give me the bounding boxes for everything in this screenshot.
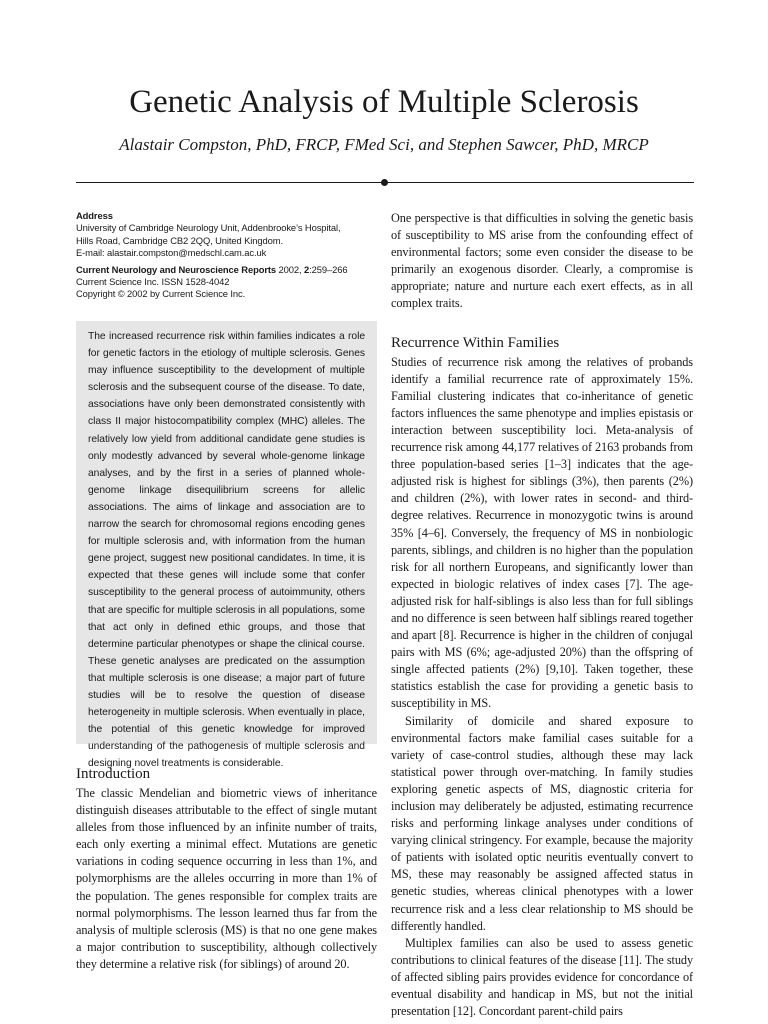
journal-pages: :259–266 <box>309 263 348 275</box>
journal-volume: 2 <box>304 263 310 275</box>
article-authors: Alastair Compston, PhD, FRCP, FMed Sci, and Stephen Sawcer, PhD, MRCP <box>119 135 649 154</box>
introduction-paragraph: The classic Mendelian and biometric views of inheritance distinguish diseases attributable to the effect of single mutant alleles from those influenced by an infinite number of traits, each only exerting a minimal effect. Mutations are genetic variations in coding sequence occurring in less than 1%, and polymorphisms are the alleles occurring in more than 1% of the population. The genes responsible for complex traits are normal polymorphisms. The lesson learned thus far from the analysis of multiple sclerosis (MS) is that no one gene makes a major contribution to susceptibility, although collectively they determine a relative risk (for siblings) of around 20. <box>76 786 377 971</box>
journal-citation <box>76 264 377 276</box>
copyright-info: Copyright © 2002 by Current Science Inc. <box>76 288 246 300</box>
introduction-heading: Introduction <box>76 766 151 782</box>
journal-year: 2002, <box>276 263 304 275</box>
left-column-meta <box>76 210 377 301</box>
address-line: University of Cambridge Neurology Unit, Addenbrooke’s Hospital, <box>76 222 341 234</box>
recurrence-paragraph-1: Studies of recurrence risk among the relatives of probands identify a familial recurrence rate of approximately 15%. Familial clustering indicates that co-inheritance of genetic factors influences the same phenotype and implies epistasis or interaction between susceptibility loci. Meta-analysis of recurrence risk among 44,177 relatives of 2163 probands from three population-based series [1–3] indicates that the age-adjusted risk is highest for siblings (3%), then parents (2%) and children (2%), with lower rates in second- and third-degree relatives. Recurrence in monozygotic twins is around 35% [4–6]. Conversely, the frequency of MS in nonbiologic parents, siblings, and children is no higher than the population risk for all northern Europeans, and significantly lower than expected in biologic relatives of index cases [7]. The age-adjusted risk for half-siblings is also less than for full siblings and no difference is seen between half siblings reared together and apart [8]. Recurrence is higher in the children of conjugal pairs with MS (6%; age-adjusted 20%) than the offspring of single affected patients (2%) [9,10]. Taken together, these statistics establish the case for providing a genetic basis to susceptibility in MS. <box>391 354 693 711</box>
article-title: Genetic Analysis of Multiple Sclerosis <box>129 84 639 120</box>
introduction-section <box>76 765 377 973</box>
address-label: Address <box>76 210 113 221</box>
title-rule-ornament <box>381 179 388 186</box>
recurrence-paragraph-3: Multiplex families can also be used to assess genetic contributions to clinical features of the disease [11]. The study of affected sibling pairs provides evidence for concordance of eventual disability and handicap in MS, but not the initial presentation [12]. Concordant parent-child pairs <box>391 935 693 1019</box>
recurrence-heading: Recurrence Within Families <box>391 334 560 351</box>
abstract-text: The increased recurrence risk within families indicates a role for genetic factors in the etiology of multiple sclerosis. Genes may influence susceptibility to the development of multiple sclerosis and the subsequent course of the disease. To date, associations have only been demonstrated consistently with class II major histocompatibility complex (MHC) alleles. The relatively low yield from additional candidate gene studies is only modestly advanced by several whole-genome linkage analyses, and by the first in a series of planned whole-genome linkage disequilibrium screens for allelic associations. The aims of linkage and association are to narrow the search for chromosomal regions encoding genes for multiple sclerosis and, with information from the human gene project, suggest new positional candidates. In time, it is expected that these genes will include some that confer susceptibility to the general process of autoimmunity, others that are specific for multiple sclerosis in all populations, some that act only in defined ethic groups, and those that determine particular phenotypes or shape the clinical course. These genetic analyses are predicated on the assumption that multiple sclerosis is one disease; a major part of future studies will be to resolve the question of disease heterogeneity in multiple sclerosis. When eventually in place, the potential of this genetic knowledge for improved understanding of the pathogenesis of multiple sclerosis and designing novel treatments is considerable. <box>88 331 365 770</box>
intro-continuation-paragraph: One perspective is that difficulties in solving the genetic basis of susceptibility to MS arise from the confounding effect of environmental factors; some even consider the disease to be primarily an exogenous disorder. Clearly, a compromise is appropriate; nature and nurture each exert effects, as in all complex traits. <box>391 211 693 311</box>
publisher-info: Current Science Inc. ISSN 1528-4042 <box>76 276 230 288</box>
journal-name: Current Neurology and Neuroscience Reports <box>76 263 277 275</box>
recurrence-paragraph-2: Similarity of domicile and shared exposure to environmental factors make familial cases suitable for a variety of case-control studies, although these may lack statistical power through over-matching. In family studies exploring genetic aspects of MS, diagnostic criteria for inclusion may deliberately be adjusted, estimating recurrence risks and performing linkage analyses under conditions of varying clinical stringency. For example, because the majority of patients with isolated optic neuritis eventually convert to MS, these may reasonably be assigned affected status in genetic studies, whereas clinical phenotypes with a lower recurrence risk and a less clear relationship to MS should be differently handled. <box>391 713 693 933</box>
address-block <box>76 210 377 301</box>
address-email: E-mail: alastair.compston@medschl.cam.ac.uk <box>76 247 267 259</box>
address-line: Hills Road, Cambridge CB2 2QQ, United Kingdom. <box>76 234 283 246</box>
abstract-box <box>76 321 377 770</box>
right-column <box>391 210 693 1020</box>
